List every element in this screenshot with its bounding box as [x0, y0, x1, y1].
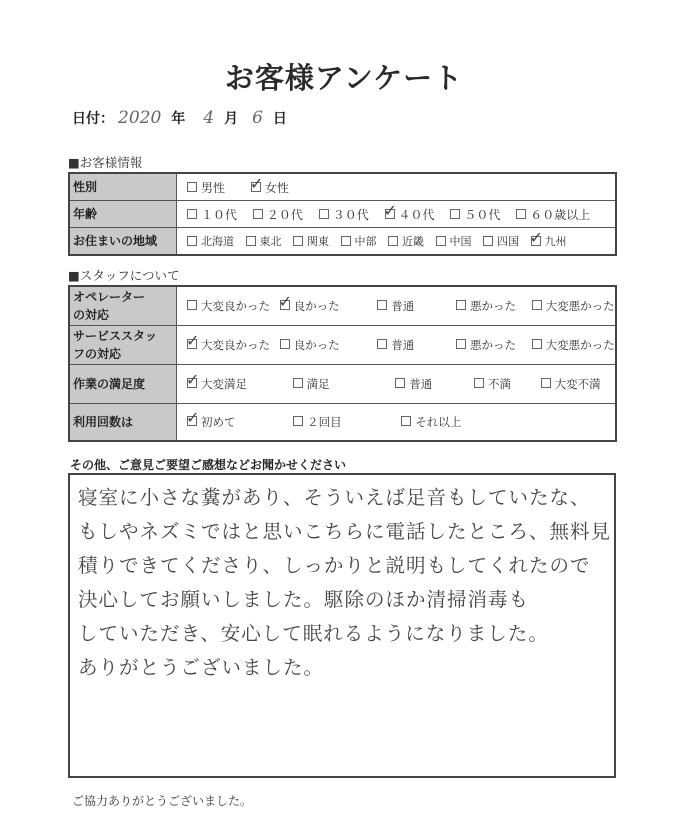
region-option-checked[interactable]: ✓ 九州 — [529, 228, 567, 248]
gender-options — [177, 173, 617, 201]
satisfaction-row — [69, 364, 616, 403]
checkbox-icon[interactable] — [395, 378, 405, 388]
checkmark-icon: ✓ — [249, 174, 264, 193]
customer-info-table — [68, 172, 617, 256]
date-label: 日付： — [72, 111, 114, 127]
region-row — [69, 228, 616, 256]
region-option[interactable]: 中部 — [341, 233, 377, 249]
checkbox-icon[interactable] — [187, 209, 197, 219]
staff-table — [68, 285, 617, 442]
customer-info-heading: ■お客様情報 — [68, 155, 143, 170]
checkmark-icon: ✓ — [383, 201, 397, 220]
comment-line: していただき、安心して眠れるようになりました。 — [78, 622, 549, 645]
comment-line: 積りできてくださり、しっかりと説明もしてくれたので — [78, 554, 591, 577]
checkbox-checked-icon[interactable] — [278, 292, 293, 312]
satisfaction-label: 作業の満足度 — [69, 364, 177, 403]
checkbox-icon[interactable] — [341, 236, 351, 246]
region-option[interactable]: 東北 — [246, 233, 282, 249]
checkbox-icon[interactable] — [450, 209, 460, 219]
staff-heading: ■スタッフについて — [68, 268, 180, 283]
checkbox-icon[interactable] — [456, 339, 466, 349]
region-option[interactable]: 近畿 — [388, 233, 424, 249]
checkbox-checked-icon[interactable] — [383, 201, 397, 220]
region-label: お住まいの地域 — [69, 228, 177, 256]
operator-options — [177, 286, 617, 325]
checkbox-icon[interactable] — [187, 236, 197, 246]
usage-count-row — [69, 403, 616, 441]
checkbox-icon[interactable] — [532, 300, 542, 310]
date-month-unit: 月 — [224, 111, 239, 127]
checkmark-icon: ✓ — [278, 292, 293, 312]
date-year-unit: 年 — [171, 111, 186, 127]
age-option[interactable]: ２０代 — [253, 206, 303, 223]
usage-option-checked[interactable]: ✓ 初めて — [186, 408, 236, 429]
service-staff-row — [69, 325, 616, 364]
page-title: お客様アンケート — [224, 61, 464, 95]
date-year-value[interactable]: 2020 — [118, 108, 162, 128]
gender-row — [69, 173, 616, 201]
checkmark-icon: ✓ — [186, 408, 200, 428]
checkbox-checked-icon[interactable] — [529, 228, 543, 247]
age-option[interactable]: １０代 — [187, 206, 237, 223]
region-options — [177, 228, 617, 256]
region-option[interactable]: 中国 — [436, 233, 472, 249]
service-staff-option-checked[interactable]: ✓ 大変良かった — [186, 331, 270, 352]
checkbox-icon[interactable] — [483, 236, 493, 246]
checkbox-icon[interactable] — [293, 416, 303, 426]
checkbox-icon[interactable] — [436, 236, 446, 246]
comment-line: 決心してお願いしました。駆除のほか清掃消毒も — [78, 588, 530, 611]
date-month-value[interactable]: 4 — [203, 108, 215, 128]
comment-line: ありがとうございました。 — [78, 656, 325, 679]
checkbox-checked-icon[interactable] — [249, 174, 264, 193]
checkbox-icon[interactable] — [187, 300, 197, 310]
usage-option[interactable]: ２回目 — [293, 414, 342, 430]
operator-label: オペレーター の対応 — [69, 286, 177, 325]
checkbox-icon[interactable] — [246, 236, 256, 246]
checkbox-icon[interactable] — [401, 416, 411, 426]
usage-count-options — [177, 403, 617, 441]
service-staff-option[interactable]: 普通 — [377, 337, 414, 353]
checkbox-icon[interactable] — [293, 378, 303, 388]
checkbox-icon[interactable] — [253, 209, 263, 219]
region-option[interactable]: 四国 — [483, 233, 519, 249]
checkbox-icon[interactable] — [516, 209, 526, 219]
usage-count-label: 利用回数は — [69, 403, 177, 441]
operator-option[interactable]: 大変良かった — [187, 298, 270, 314]
satisfaction-option[interactable]: 普通 — [395, 376, 432, 392]
checkbox-icon[interactable] — [319, 209, 329, 219]
operator-option[interactable]: 普通 — [377, 298, 414, 314]
operator-row — [69, 286, 616, 325]
satisfaction-option-checked[interactable]: ✓ 大変満足 — [186, 370, 247, 391]
checkbox-icon[interactable] — [388, 236, 398, 246]
checkmark-icon: ✓ — [529, 228, 543, 247]
service-staff-options — [177, 325, 617, 364]
comment-line: もしやネズミではと思いこちらに電話したところ、無料見 — [78, 520, 612, 543]
checkbox-icon[interactable] — [532, 339, 542, 349]
checkbox-icon[interactable] — [456, 300, 466, 310]
gender-option-female[interactable]: ✓ 女性 — [249, 174, 289, 195]
age-row — [69, 201, 616, 228]
age-label: 年齢 — [69, 201, 177, 228]
date-row — [72, 108, 287, 128]
operator-option-checked[interactable]: ✓ 良かった — [278, 292, 340, 313]
region-option[interactable]: 北海道 — [187, 233, 234, 249]
gender-label: 性別 — [69, 173, 177, 201]
checkbox-checked-icon[interactable] — [186, 370, 200, 389]
checkmark-icon: ✓ — [186, 331, 200, 350]
operator-option[interactable]: 大変悪かった — [532, 298, 615, 314]
checkmark-icon: ✓ — [186, 370, 200, 389]
comments-textarea[interactable] — [68, 473, 616, 778]
date-day-value[interactable]: 6 — [252, 108, 263, 128]
checkbox-checked-icon[interactable] — [186, 408, 200, 428]
service-staff-option[interactable]: 良かった — [280, 337, 340, 353]
thank-you-footer: ご協力ありがとうございました。 — [72, 794, 253, 808]
age-option[interactable]: ３０代 — [319, 206, 369, 223]
checkbox-icon[interactable] — [280, 339, 290, 349]
checkbox-icon[interactable] — [474, 378, 484, 388]
checkbox-icon[interactable] — [377, 300, 387, 310]
checkbox-icon[interactable] — [293, 236, 303, 246]
age-option-checked[interactable]: ✓ ４０代 — [383, 201, 435, 222]
service-staff-option[interactable]: 大変悪かった — [532, 337, 615, 353]
gender-option-male[interactable]: 男性 — [187, 179, 225, 196]
age-option[interactable]: ５０代 — [450, 206, 500, 223]
comment-line: 寝室に小さな糞があり、そういえば足音もしていたな、 — [78, 486, 591, 509]
usage-option[interactable]: それ以上 — [401, 414, 461, 430]
checkbox-checked-icon[interactable] — [186, 331, 200, 350]
checkbox-icon[interactable] — [541, 378, 551, 388]
checkbox-icon[interactable] — [187, 182, 197, 192]
service-staff-label: サービススタッ フの対応 — [69, 325, 177, 364]
satisfaction-option[interactable]: 不満 — [474, 376, 511, 392]
age-options — [177, 201, 617, 228]
region-option[interactable]: 関東 — [293, 233, 329, 249]
operator-option[interactable]: 悪かった — [456, 298, 516, 314]
comments-handwritten-text — [78, 481, 612, 685]
satisfaction-options — [177, 364, 617, 403]
age-option[interactable]: ６０歳以上 — [516, 206, 590, 223]
service-staff-option[interactable]: 悪かった — [456, 337, 516, 353]
satisfaction-option[interactable]: 大変不満 — [541, 376, 601, 392]
checkbox-icon[interactable] — [377, 339, 387, 349]
date-day-unit: 日 — [272, 111, 287, 127]
comments-label: その他、ご意見ご要望ご感想などお聞かせください — [70, 458, 347, 472]
satisfaction-option[interactable]: 満足 — [293, 376, 330, 392]
